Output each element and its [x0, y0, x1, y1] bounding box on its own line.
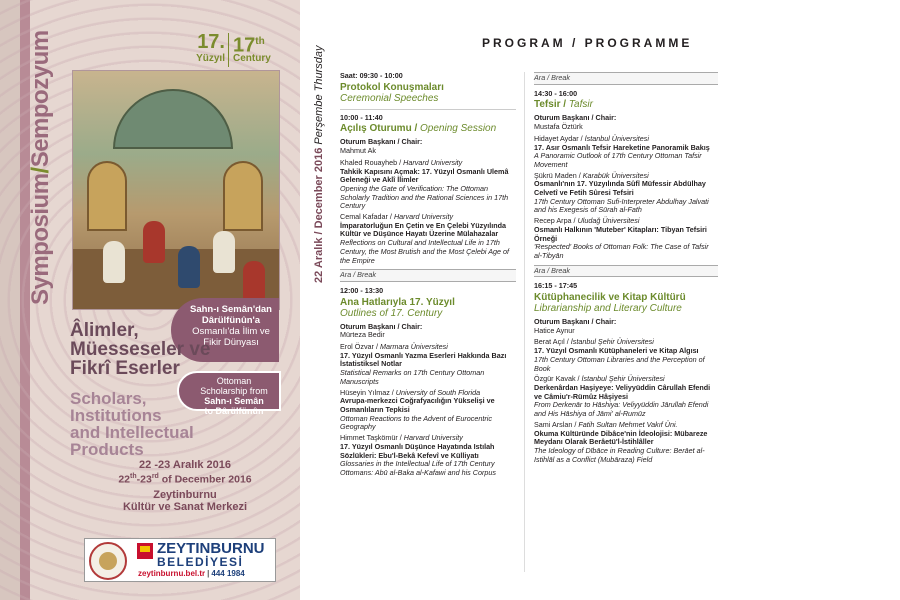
- session-time: 12:00 - 13:30: [340, 285, 384, 295]
- subtitle-badge-en: Ottoman Scholarship from Sahn-ı Semân to Dârülfünûn: [177, 371, 281, 411]
- speaker: Recep Arpa / Uludağ Üniversitesi: [534, 216, 640, 226]
- ottoman-miniature-illustration: [72, 70, 280, 310]
- scholar-figure: [243, 261, 265, 303]
- program-title: PROGRAM / PROGRAMME: [482, 36, 693, 50]
- paper-title-en: Reflections on Cultural and Intellectual Life in 17th Century, the Most Brutish and the Most Çelebi Age of the Empire: [340, 238, 509, 265]
- paper-title-tr: Avrupa-merkezci Coğrafyacılığın Yükselişi ve Osmanlıların Tepkisi: [340, 396, 495, 414]
- session-chair-label: Oturum Başkanı / Chair:: [534, 317, 617, 327]
- paper-title-tr: Okuma Kültüründe Dibâce'nin İdeolojisi: Mübareze Meydanı Olarak Berâetü'l-İstihlâller: [534, 428, 708, 447]
- speaker: Hüseyin Yılmaz / University of South Florida: [340, 387, 481, 397]
- paper-title-en: Glossaries in the Intellectual Life of 17th Century Ottomans: Abū al-Baka al-Kafawi and his Corpus: [340, 459, 496, 477]
- session-chair-name: Hatice Aynur: [534, 325, 575, 335]
- paper-title-en: A Panoramic Outlook of 17th Century Ottoman Tafsir Movement: [534, 151, 702, 169]
- session-chair-label: Oturum Başkanı / Chair:: [340, 137, 423, 147]
- paper-title-tr: Tahkik Kapısını Açmak: 17. Yüzyıl Osmanlı Ulemâ Geleneği ve Aklî İlimler: [340, 166, 509, 185]
- speaker: Cemal Kafadar / Harvard University: [340, 212, 454, 222]
- year-tr: 17.: [197, 31, 225, 53]
- logo-subtitle: BELEDİYESİ: [157, 555, 244, 569]
- program-column-1: [340, 72, 516, 478]
- paper-title-tr: Derkenârdan Haşiyeye: Veliyyüddin Cârullah Efendi ve Câmiu'r-Rümûz Hâşiyesi: [534, 382, 711, 401]
- session-subtitle: Librarianship and Literary Culture: [534, 303, 682, 315]
- session-title: Kütüphanecilik ve Kitap Kültürü: [534, 292, 686, 304]
- scholar-figure: [143, 221, 165, 263]
- session-chair-label: Oturum Başkanı / Chair:: [340, 321, 423, 331]
- speaker: Erol Özvar / Marmara Üniversitesi: [340, 342, 448, 352]
- paper-title-tr: Osmanlı Halkının 'Muteber' Kitapları: Tibyan Tefsiri Örneği: [534, 224, 707, 243]
- paper-title-en: 17th Century Ottoman Sufi-Interpreter Abdulhay Jalvati and his Exegesis of Sūrah al-Fath: [534, 196, 709, 215]
- paper-title-tr: İmparatorluğun En Çetin ve En Çelebi Yüzyılında Kültür ve Düşünce Hayatı Üzerine Mülahazalar: [340, 220, 507, 239]
- arch-shape: [87, 161, 127, 231]
- municipality-seal-icon: [89, 542, 127, 580]
- session-subtitle: Ceremonial Speeches: [340, 92, 439, 104]
- session-title: Protokol Konuşmaları: [340, 81, 444, 93]
- paper-title-tr: 17. Yüzyıl Osmanlı Yazma Eserleri Hakkında Bazı İstatistiksel Notlar: [340, 350, 507, 369]
- paper-title-tr: 17. Asır Osmanlı Tefsir Hareketine Panoramik Bakış: [534, 142, 710, 152]
- scholar-figure: [178, 246, 200, 288]
- speaker: Berat Açıl / İstanbul Şehir Üniversitesi: [534, 337, 654, 347]
- session-chair-name: Mustafa Öztürk: [534, 122, 583, 132]
- session-title: Açılış Oturumu / Opening Session: [340, 123, 497, 135]
- paper-title-en: From Derkenār to Hāshiya: Veliyyüddin Jārullah Efendi and His Hāshiya of Jāmi' al-Rumūz: [534, 400, 709, 419]
- year-en: 17th: [233, 34, 265, 57]
- logo-contact: zeytinburnu.bel.tr | 444 1984: [138, 569, 245, 578]
- column-divider: [524, 72, 525, 572]
- session-title: Tefsir / Tafsir: [534, 99, 593, 111]
- session-chair-label: Oturum Başkanı / Chair:: [534, 113, 617, 123]
- municipality-logo-box: [84, 538, 276, 582]
- speaker: Şükrü Maden / Karabük Üniversitesi: [534, 170, 649, 180]
- paper-title-en: Opening the Gate of Verification: The Ottoman Scholarly Tradition and the Rational Sciences in 17th Century: [340, 183, 509, 211]
- title-english: Scholars, Institutions and Intellectual Products: [70, 389, 194, 459]
- symposium-vertical-title: Symposium/Sempozyum: [27, 30, 54, 305]
- paper-title-tr: 17. Yüzyıl Osmanlı Kütüphaneleri ve Kitap Algısı: [534, 346, 699, 356]
- century-heading: [180, 33, 280, 69]
- date-en: 22th-23rd of December 2016: [118, 473, 252, 486]
- zeytinburnu-logo-icon: [137, 543, 153, 559]
- program-column-2: [534, 72, 718, 464]
- program-day-vertical: 22 Aralık / December 2016 Perşembe Thursday: [313, 45, 325, 283]
- session-time: 10:00 - 11:40: [340, 112, 383, 122]
- subtitle-badge-tr: Sahn-ı Semân'dan Dârülfünûn'a Osmanlı'da İlim ve Fikir Dünyası: [171, 298, 279, 362]
- speaker: Özgür Kavak / İstanbul Şehir Üniversitesi: [534, 374, 665, 384]
- speaker: Sami Arslan / Fatih Sultan Mehmet Vakıf Üni.: [534, 419, 678, 429]
- session-chair-name: Mürteza Bedir: [340, 330, 385, 340]
- speaker: Himmet Taşkömür / Harvard University: [340, 433, 463, 443]
- session-chair-name: Mahmut Ak: [340, 146, 376, 156]
- event-dates: [90, 459, 280, 513]
- year-tr-sub: Yüzyıl: [196, 53, 225, 64]
- logo-name: ZEYTINBURNU: [157, 540, 265, 557]
- paper-title-tr: Osmanlı'nın 17. Yüzyılında Sûfî Müfessir Abdülhay Celvetî ve Fetih Sûresi Tefsiri: [534, 179, 706, 198]
- paper-title-en: 'Respected' Books of Ottoman Folk: The Case of Tafsir al-Tibyān: [534, 242, 709, 260]
- symposium-poster: [0, 0, 300, 600]
- year-en-sub: Century: [233, 53, 271, 64]
- dome-shape: [113, 89, 233, 149]
- year-divider: [228, 33, 229, 67]
- scholar-figure: [103, 241, 125, 283]
- paper-title-en: Statistical Remarks on 17th Century Ottoman Manuscripts: [340, 368, 485, 386]
- date-tr: 22 -23 Aralık 2016: [139, 459, 231, 471]
- break-bar: Ara / Break: [340, 269, 516, 282]
- paper-title-tr: 17. Yüzyıl Osmanlı Düşünce Hayatında Istılah Sözlükleri: Ebu'l-Bekâ Kefevî ve Külliyatı: [340, 441, 495, 460]
- arch-shape: [223, 161, 263, 231]
- venue: Zeytinburnu Kültür ve Sanat Merkezi: [122, 488, 248, 513]
- break-bar: Ara / Break: [534, 265, 718, 278]
- paper-title-en: Ottoman Reactions to the Advent of Eurocentric Geography: [340, 413, 492, 432]
- speaker: Khaled Rouayheb / Harvard University: [340, 157, 463, 167]
- session-title: Ana Hatlarıyla 17. Yüzyıl: [340, 296, 455, 308]
- speaker: Hidayet Aydar / İstanbul Üniversitesi: [534, 133, 649, 143]
- paper-title-en: The Ideology of Dībāce in Reading Culture: Berāet al-Istihlāl as a Conflict (Mubāraza) Field: [534, 445, 705, 464]
- session-time: Saat: 09:30 - 10:00: [340, 71, 403, 80]
- scholar-figure: [213, 231, 235, 273]
- title-turkish: Âlimler, Müesseseler ve Fikrî Eserler: [70, 320, 211, 379]
- session-time: 16:15 - 17:45: [534, 281, 578, 291]
- session-subtitle: Outlines of 17. Century: [340, 307, 443, 319]
- session-time: 14:30 - 16:00: [534, 88, 578, 98]
- paper-title-en: 17th Century Ottoman Libraries and the Perception of Book: [534, 354, 705, 373]
- break-bar: Ara / Break: [534, 72, 718, 85]
